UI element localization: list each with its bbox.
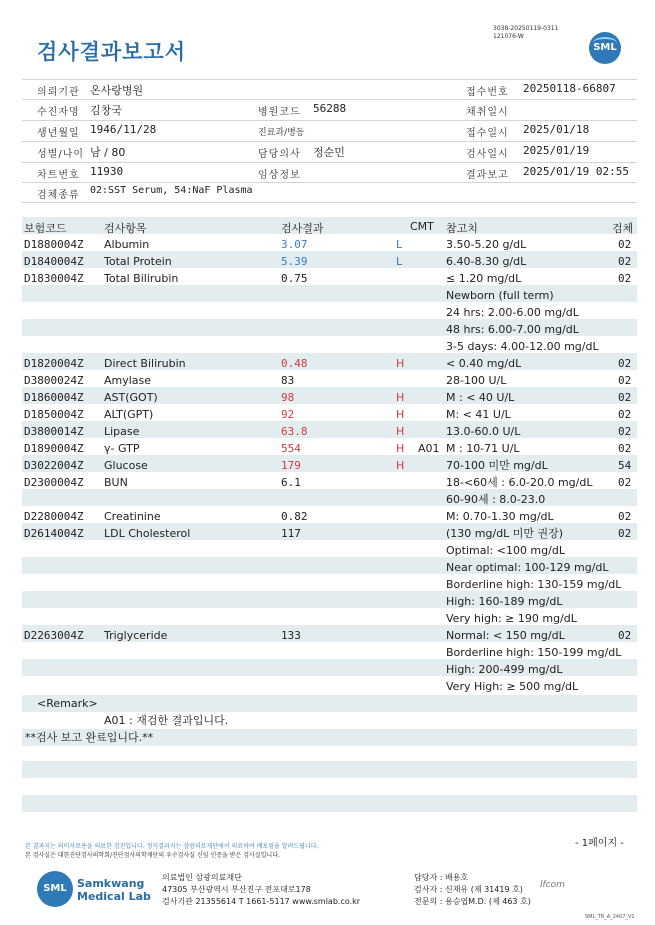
staff-info: 담당자 : 배용호 검사자 : 신재유 (제 31419 호) 전문의 : 용승엽M.D. (제 463 호) bbox=[414, 873, 531, 906]
field-label: 진료과/병동 bbox=[258, 128, 305, 138]
reference-range: Borderline high: 150-199 mg/dL bbox=[446, 646, 622, 659]
result-value: 179 bbox=[281, 459, 301, 472]
field-value: 56288 bbox=[313, 102, 347, 115]
flag: H bbox=[396, 425, 405, 438]
reference-range: Very High: ≥ 500 mg/dL bbox=[446, 680, 579, 693]
specimen: 02 bbox=[618, 374, 632, 387]
reference-range: 48 hrs: 6.00-7.00 mg/dL bbox=[446, 323, 579, 336]
result-value: 3.07 bbox=[281, 238, 308, 251]
field-label: 채취일시 bbox=[466, 107, 509, 118]
test-item: Albumin bbox=[104, 238, 150, 251]
row-band bbox=[22, 795, 637, 812]
divider bbox=[22, 182, 637, 183]
insurance-code: D1840004Z bbox=[24, 255, 84, 268]
result-value: 0.82 bbox=[281, 510, 308, 523]
insurance-code: D2300004Z bbox=[24, 476, 84, 489]
form-version: SML_TR_A_2407_V1 bbox=[585, 914, 635, 920]
test-item: Total Protein bbox=[104, 255, 172, 268]
remark-label: <Remark> bbox=[37, 697, 98, 710]
test-item: BUN bbox=[104, 476, 128, 489]
flag: L bbox=[396, 255, 403, 268]
col-reference: 참고치 bbox=[446, 222, 478, 235]
divider bbox=[22, 202, 637, 203]
flag: H bbox=[396, 408, 405, 421]
specimen: 02 bbox=[618, 476, 632, 489]
insurance-code: D2263004Z bbox=[24, 629, 84, 642]
signature: lfcom bbox=[540, 880, 565, 890]
reference-range: Very high: ≥ 190 mg/dL bbox=[446, 612, 577, 625]
result-value: 0.75 bbox=[281, 272, 308, 285]
test-item: Amylase bbox=[104, 374, 152, 387]
sml-logo: SML bbox=[37, 871, 73, 907]
reference-range: Optimal: <100 mg/dL bbox=[446, 544, 565, 557]
result-value: 98 bbox=[281, 391, 295, 404]
remark-text: A01 : 재검한 결과입니다. bbox=[104, 714, 229, 727]
divider bbox=[22, 79, 637, 80]
reference-range: Borderline high: 130-159 mg/dL bbox=[446, 578, 622, 591]
specimen: 02 bbox=[618, 255, 632, 268]
test-item: Triglyceride bbox=[104, 629, 168, 642]
result-value: 5.39 bbox=[281, 255, 308, 268]
field-label: 임상정보 bbox=[258, 170, 301, 181]
test-item: Total Bilirubin bbox=[104, 272, 179, 285]
divider bbox=[22, 99, 637, 100]
page-number: - 1페이지 - bbox=[575, 838, 624, 849]
field-label: 수진자명 bbox=[37, 107, 80, 118]
flag: H bbox=[396, 391, 405, 404]
field-label: 접수번호 bbox=[466, 87, 509, 98]
specimen: 02 bbox=[618, 357, 632, 370]
reference-range: 6.40-8.30 g/dL bbox=[446, 255, 527, 268]
row-band bbox=[22, 695, 637, 712]
test-item: AST(GOT) bbox=[104, 391, 158, 404]
reference-range: 3-5 days: 4.00-12.00 mg/dL bbox=[446, 340, 599, 353]
reference-range: M : < 40 U/L bbox=[446, 391, 515, 404]
reference-range: 18-<60세 : 6.0-20.0 mg/dL bbox=[446, 476, 593, 489]
field-value: 온사랑병원 bbox=[90, 84, 144, 97]
reference-range: M: 0.70-1.30 mg/dL bbox=[446, 510, 554, 523]
divider bbox=[22, 141, 637, 142]
flag: H bbox=[396, 357, 405, 370]
result-value: 554 bbox=[281, 442, 301, 455]
insurance-code: D2614004Z bbox=[24, 527, 84, 540]
reference-range: 24 hrs: 2.00-6.00 mg/dL bbox=[446, 306, 579, 319]
reference-range: ≤ 1.20 mg/dL bbox=[446, 272, 522, 285]
col-cmt: CMT bbox=[410, 220, 434, 233]
result-value: 63.8 bbox=[281, 425, 308, 438]
col-test-item: 검사항목 bbox=[104, 222, 147, 235]
reference-range: Newborn (full term) bbox=[446, 289, 554, 302]
report-title: 검사결과보고서 bbox=[37, 40, 187, 64]
result-value: 92 bbox=[281, 408, 295, 421]
col-specimen: 검체 bbox=[612, 222, 634, 235]
reference-range: 3.50-5.20 g/dL bbox=[446, 238, 527, 251]
insurance-code: D1820004Z bbox=[24, 357, 84, 370]
col-insurance-code: 보험코드 bbox=[24, 222, 67, 235]
specimen: 54 bbox=[618, 459, 632, 472]
field-label: 담당의사 bbox=[258, 149, 301, 160]
reference-range: 70-100 미만 mg/dL bbox=[446, 459, 548, 472]
specimen: 02 bbox=[618, 510, 632, 523]
divider bbox=[22, 162, 637, 163]
notice-line-1: 본 결과지는 의미자료용을 의료한 검진입니다. 정식결과지는 삼광의료재단에서 의료하여 배포됨을 알려드립니다. bbox=[25, 843, 319, 850]
flag: H bbox=[396, 459, 405, 472]
test-item: Lipase bbox=[104, 425, 140, 438]
reference-range: M : 10-71 U/L bbox=[446, 442, 520, 455]
specimen: 02 bbox=[618, 425, 632, 438]
cmt: A01 bbox=[418, 442, 440, 455]
field-value: 2025/01/19 bbox=[523, 144, 590, 157]
test-item: LDL Cholesterol bbox=[104, 527, 191, 540]
field-value: 김창국 bbox=[90, 104, 122, 117]
field-value: 11930 bbox=[90, 165, 124, 178]
result-value: 133 bbox=[281, 629, 301, 642]
reference-range: M: < 41 U/L bbox=[446, 408, 511, 421]
specimen: 02 bbox=[618, 272, 632, 285]
org-address: 의료법인 삼광의료재단 47305 부산광역시 부산진구 전포대로178 검사기관 21355614 T 1661-5117 www.smlab.co.kr bbox=[162, 873, 361, 906]
insurance-code: D2280004Z bbox=[24, 510, 84, 523]
result-value: 0.48 bbox=[281, 357, 308, 370]
insurance-code: D1880004Z bbox=[24, 238, 84, 251]
field-label: 차트번호 bbox=[37, 170, 80, 181]
field-label: 생년월일 bbox=[37, 128, 80, 139]
specimen: 02 bbox=[618, 408, 632, 421]
field-value: 2025/01/18 bbox=[523, 123, 590, 136]
insurance-code: D3800014Z bbox=[24, 425, 84, 438]
field-label: 접수일시 bbox=[466, 128, 509, 139]
field-label: 검사일시 bbox=[466, 149, 509, 160]
field-value: 정순민 bbox=[313, 146, 345, 159]
field-label: 결과보고 bbox=[466, 170, 509, 181]
insurance-code: D1890004Z bbox=[24, 442, 84, 455]
field-label: 검체종류 bbox=[37, 190, 80, 201]
result-value: 117 bbox=[281, 527, 301, 540]
reference-range: 28-100 U/L bbox=[446, 374, 507, 387]
reference-range: < 0.40 mg/dL bbox=[446, 357, 522, 370]
sml-logo: SML bbox=[589, 32, 621, 64]
completion-text: **검사 보고 완료입니다.** bbox=[25, 731, 154, 744]
notice-line-2: 본 검사실은 대한진단검사의학회/진단검사의학재단의 우수검사실 신임 인증을 받은 검사실입니다. bbox=[25, 852, 280, 859]
specimen: 02 bbox=[618, 391, 632, 404]
flag: H bbox=[396, 442, 405, 455]
field-value: 1946/11/28 bbox=[90, 123, 157, 136]
insurance-code: D3800024Z bbox=[24, 374, 84, 387]
reference-range: 13.0-60.0 U/L bbox=[446, 425, 521, 438]
col-result: 검사결과 bbox=[281, 222, 324, 235]
reference-range: Near optimal: 100-129 mg/dL bbox=[446, 561, 609, 574]
test-item: Creatinine bbox=[104, 510, 161, 523]
specimen: 02 bbox=[618, 442, 632, 455]
reference-range: 60-90세 : 8.0-23.0 bbox=[446, 493, 546, 506]
reference-range: Normal: < 150 mg/dL bbox=[446, 629, 565, 642]
result-value: 6.1 bbox=[281, 476, 301, 489]
reference-range: High: 160-189 mg/dL bbox=[446, 595, 563, 608]
field-label: 성별/나이 bbox=[37, 149, 85, 160]
test-item: Direct Bilirubin bbox=[104, 357, 186, 370]
test-item: γ- GTP bbox=[104, 442, 140, 455]
insurance-code: D1830004Z bbox=[24, 272, 84, 285]
specimen: 02 bbox=[618, 629, 632, 642]
field-value: 20250118-66807 bbox=[523, 82, 616, 95]
field-label: 의뢰기관 bbox=[37, 87, 80, 98]
test-item: Glucose bbox=[104, 459, 148, 472]
insurance-code: D1860004Z bbox=[24, 391, 84, 404]
specimen: 02 bbox=[618, 527, 632, 540]
insurance-code: D3022004Z bbox=[24, 459, 84, 472]
flag: L bbox=[396, 238, 403, 251]
reference-range: High: 200-499 mg/dL bbox=[446, 663, 563, 676]
reference-code: 3038-20250119-0311 121076-W bbox=[493, 25, 559, 40]
field-value: 남 / 80 bbox=[90, 146, 126, 159]
insurance-code: D1850004Z bbox=[24, 408, 84, 421]
divider bbox=[22, 120, 637, 121]
field-label: 병원코드 bbox=[258, 107, 301, 118]
reference-range: (130 mg/dL 미만 권장) bbox=[446, 527, 564, 540]
org-name: Samkwang Medical Lab bbox=[77, 877, 151, 903]
row-band bbox=[22, 761, 637, 778]
specimen: 02 bbox=[618, 238, 632, 251]
field-value: 2025/01/19 02:55 bbox=[523, 165, 629, 178]
field-value: 02:SST Serum, 54:NaF Plasma bbox=[90, 185, 253, 196]
result-value: 83 bbox=[281, 374, 295, 387]
test-item: ALT(GPT) bbox=[104, 408, 154, 421]
